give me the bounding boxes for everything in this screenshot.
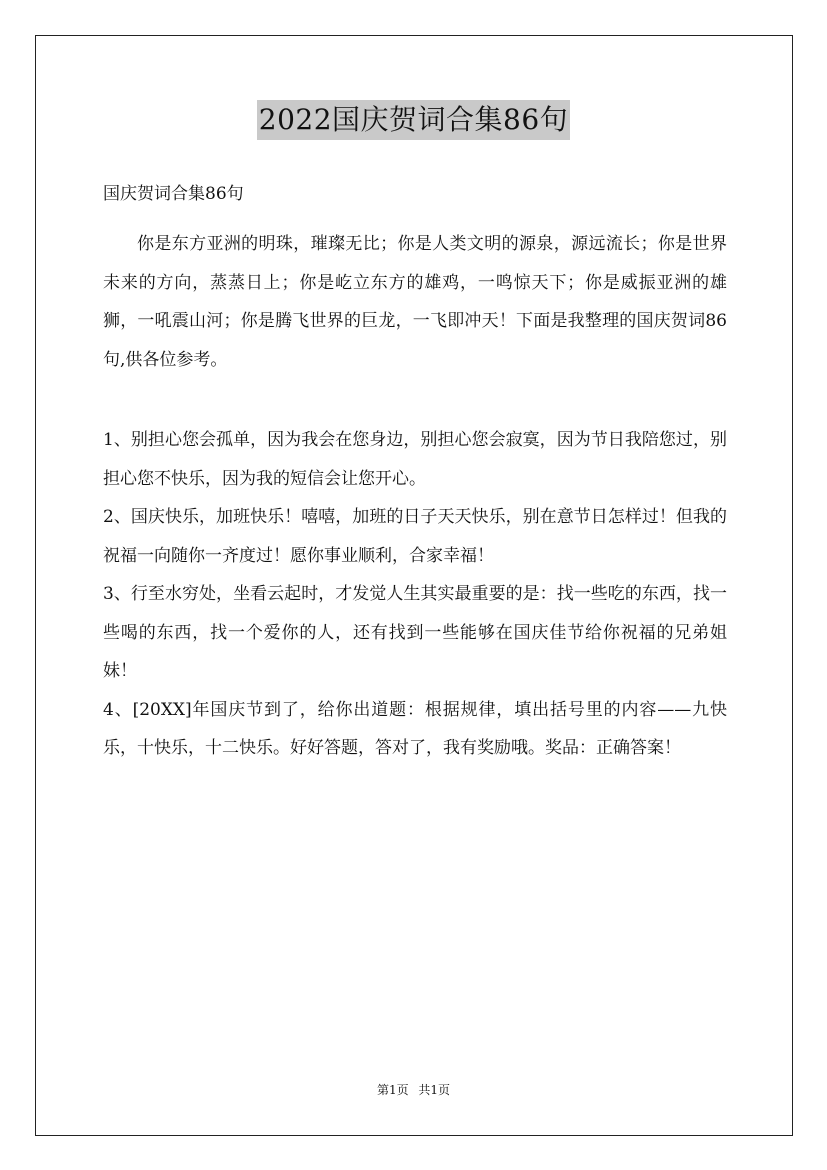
paragraph-spacer — [103, 379, 727, 421]
document-subtitle: 国庆贺词合集86句 — [103, 184, 244, 204]
title-container — [0, 100, 827, 140]
page-number: 第1页 — [376, 1083, 409, 1097]
greeting-item-4: 4、[20XX]年国庆节到了，给你出道题：根据规律，填出括号里的内容——九快乐，十快乐，十二快乐。好好答题，答对了，我有奖励哦。奖品：正确答案！ — [103, 699, 727, 758]
greeting-item-3: 3、行至水穷处，坐看云起时，才发觉人生其实最重要的是：找一些吃的东西，找一些喝的东西，找一个爱你的人，还有找到一些能够在国庆佳节给你祝福的兄弟姐妹！ — [103, 584, 727, 681]
greeting-item-1: 1、别担心您会孤单，因为我会在您身边，别担心您会寂寞，因为节日我陪您过，别担心您不快乐，因为我的短信会让您开心。 — [103, 430, 727, 489]
intro-paragraph: 你是东方亚洲的明珠，璀璨无比；你是人类文明的源泉，源远流长；你是世界未来的方向，蒸蒸日上；你是屹立东方的雄鸡，一鸣惊天下；你是威振亚洲的雄狮，一吼震山河；你是腾飞世界的巨龙，一飞即冲天！下面是我整理的国庆贺词86句,供各位参考。 — [103, 234, 727, 370]
page-total: 共1页 — [418, 1083, 451, 1097]
document-title: 2022国庆贺词合集86句 — [257, 100, 570, 140]
page-footer — [0, 1082, 827, 1098]
greeting-item-2: 2、国庆快乐，加班快乐！嘻嘻，加班的日子天天快乐，别在意节日怎样过！但我的祝福一向随你一齐度过！愿你事业顺利，合家幸福！ — [103, 507, 727, 566]
document-body — [103, 225, 727, 768]
